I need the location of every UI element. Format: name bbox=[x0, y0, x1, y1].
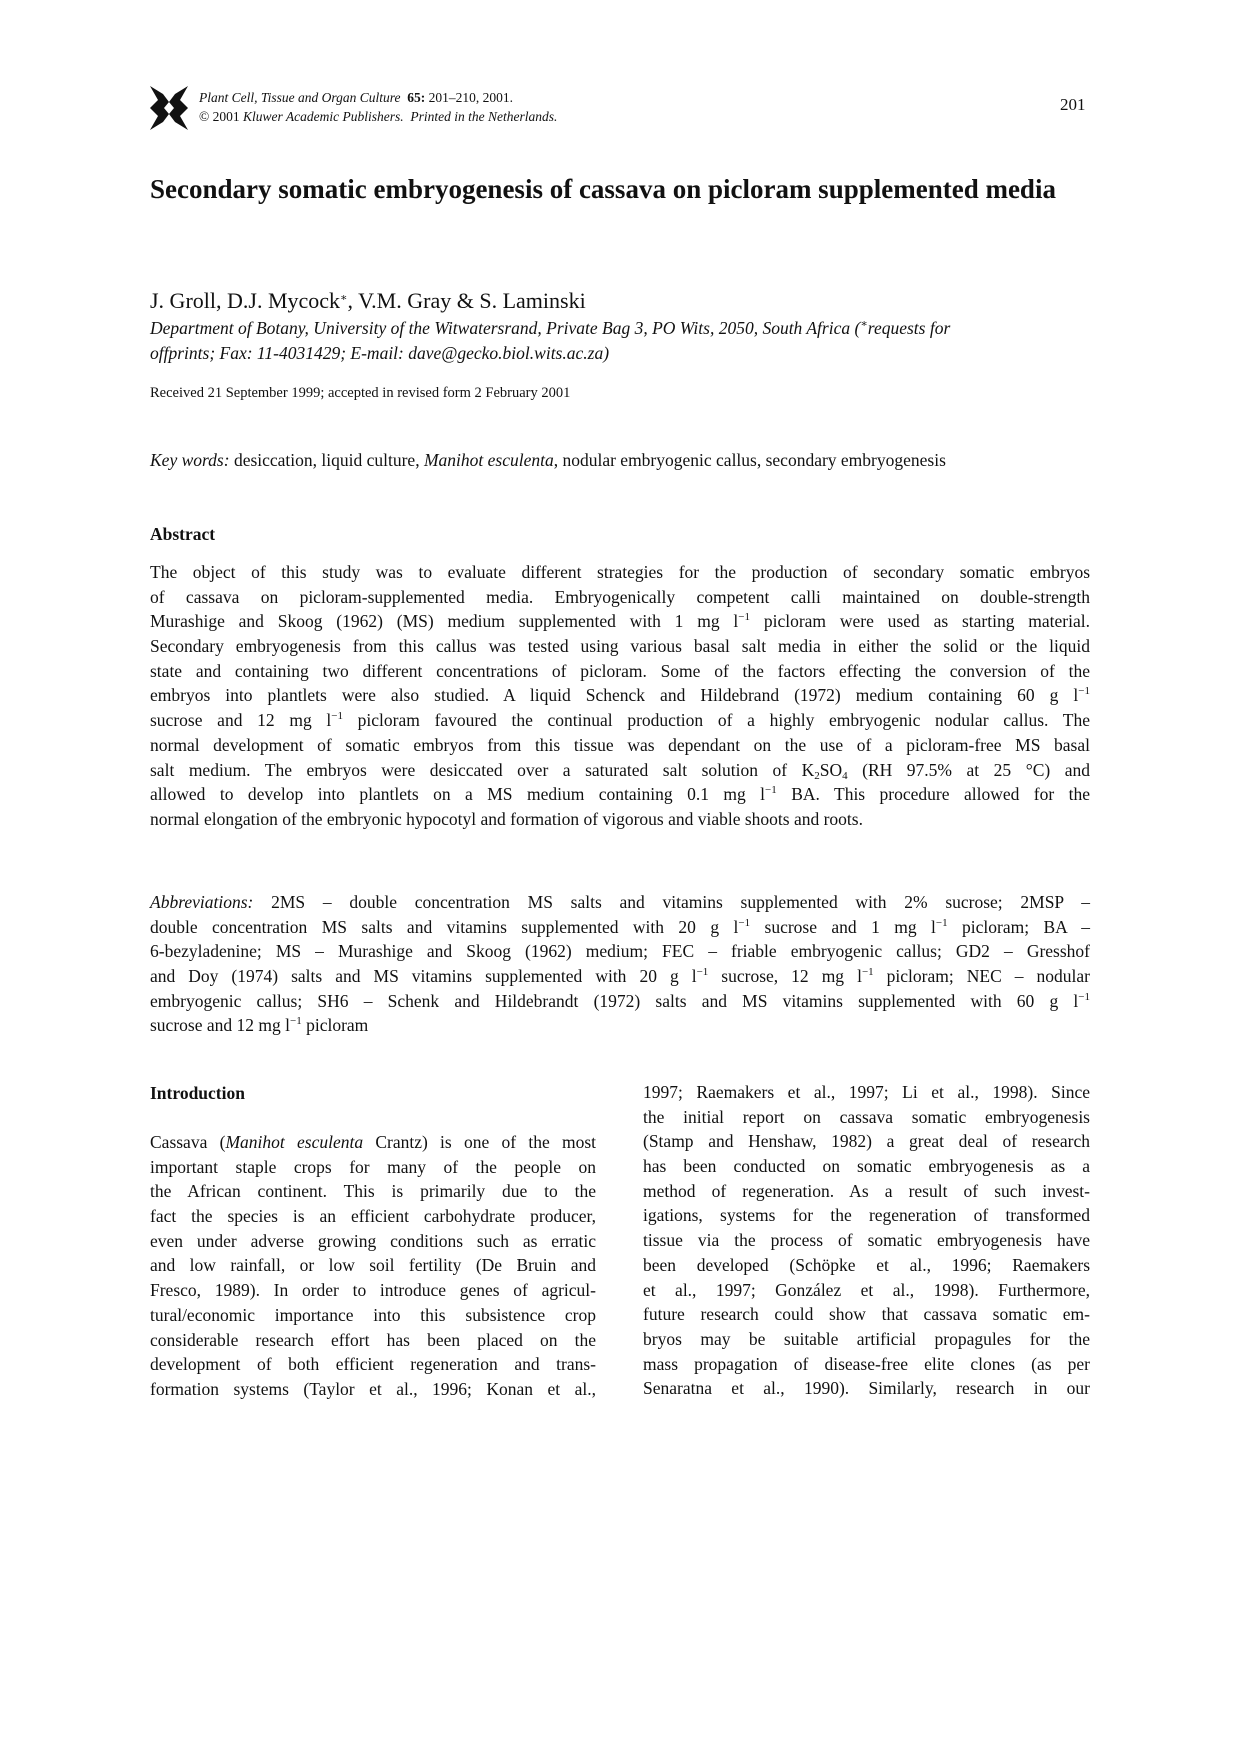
introduction-heading: Introduction bbox=[150, 1083, 245, 1103]
intro-line: mass propagation of disease-free elite clones (as per bbox=[643, 1353, 1090, 1374]
intro-line: the initial report on cassava somatic embryogenesis bbox=[643, 1106, 1090, 1127]
journal-pages-year: 201–210, 2001. bbox=[428, 90, 514, 105]
keywords-species: Manihot esculenta bbox=[423, 450, 554, 470]
intro-line: has been conducted on somatic embryogenesis as a bbox=[643, 1156, 1090, 1177]
journal-line-1 bbox=[199, 88, 557, 107]
introduction-column-1 bbox=[150, 1130, 596, 1402]
abstract-line: The object of this study was to evaluate different strategies for the production of secondary somatic embryos bbox=[150, 562, 1090, 582]
affiliation bbox=[150, 316, 1090, 366]
page-number: 201 bbox=[1060, 95, 1086, 114]
abbreviations-line: sucrose and 12 mg $l^{-1}$ picloram bbox=[150, 1015, 369, 1036]
affiliation-text-a: Department of Botany, University of the Witwatersrand, Private Bag 3, PO Wits, 2050, South Africa ( bbox=[150, 318, 861, 338]
intro-line: even under adverse growing conditions such as erratic bbox=[150, 1230, 596, 1251]
journal-name: Plant Cell, Tissue and Organ Culture bbox=[199, 90, 401, 105]
abstract-line: Murashige and Skoog (1962) (MS) medium supplemented with 1 mg $l^{-1}$ picloram were used as starting material. bbox=[150, 611, 1090, 632]
intro-line: Fresco, 1989). In order to introduce genes of agricul- bbox=[150, 1280, 596, 1301]
copyright-symbol: © bbox=[199, 109, 210, 124]
authors bbox=[150, 288, 586, 314]
abstract-line: allowed to develop into plantlets on a MS medium containing 0.1 mg $l^{-1}$ BA. This procedure allowed for the bbox=[150, 784, 1091, 805]
abbreviations-line: and Doy (1974) salts and MS vitamins supplemented with 20 g $l^{-1}$ sucrose, 12 mg $l^{-1}$ picloram; NEC – nodular bbox=[150, 966, 1090, 987]
abstract-line: salt medium. The embryos were desiccated over a saturated salt solution of $K_2SO_4$ (RH 97.5% at 25 °C) and bbox=[150, 759, 1090, 782]
intro-line: tural/economic importance into this subsistence crop bbox=[150, 1304, 596, 1325]
intro-line: et al., 1997; González et al., 1998). Furthermore, bbox=[643, 1279, 1090, 1300]
journal-line-2 bbox=[199, 107, 557, 126]
intro-line: important staple crops for many of the people on bbox=[150, 1156, 596, 1177]
intro-line: tissue via the process of somatic embryogenesis have bbox=[643, 1230, 1090, 1251]
abbreviations-line: double concentration MS salts and vitamins supplemented with 20 g $l^{-1}$ sucrose and 1 mg $l^{-1}$ picloram; BA – bbox=[150, 916, 1091, 937]
paper-title: Secondary somatic embryogenesis of cassava on picloram supplemented media bbox=[150, 174, 1056, 204]
intro-line: fact the species is an efficient carbohydrate producer, bbox=[150, 1206, 596, 1227]
abbreviations bbox=[150, 890, 1090, 1038]
abbreviations-line: embryogenic callus; SH6 – Schenk and Hildebrandt (1972) salts and MS vitamins supplemented with 60 g $l^{-1}$ bbox=[150, 990, 1090, 1011]
abstract-body bbox=[150, 560, 1090, 832]
intro-line: development of both efficient regeneration and trans- bbox=[150, 1354, 596, 1375]
intro-line: formation systems (Taylor et al., 1996; Konan et al., bbox=[150, 1378, 596, 1399]
intro-line: 1997; Raemakers et al., 1997; Li et al., 1998). Since bbox=[643, 1082, 1090, 1102]
received-dates: Received 21 September 1999; accepted in revised form 2 February 2001 bbox=[150, 385, 571, 401]
corresponding-mark: ∗ bbox=[340, 292, 348, 304]
keywords-label: Key words: bbox=[150, 450, 230, 470]
intro-line: future research could show that cassava somatic em- bbox=[643, 1304, 1090, 1325]
affiliation-line-1 bbox=[150, 316, 1090, 341]
intro-line: bryos may be suitable artificial propagules for the bbox=[643, 1328, 1090, 1349]
abstract-line: normal development of somatic embryos from this tissue was dependant on the use of a picloram-free MS basal bbox=[150, 734, 1090, 755]
abstract-line: sucrose and 12 mg $l^{-1}$ picloram favoured the continual production of a highly embryogenic nodular callus. The bbox=[150, 710, 1090, 731]
intro-line: igations, systems for the regeneration of transformed bbox=[643, 1205, 1090, 1226]
affiliation-line-2: offprints; Fax: 11-4031429; E-mail: dave@gecko.biol.wits.ac.za) bbox=[150, 343, 610, 363]
copyright-year: 2001 bbox=[212, 109, 240, 124]
intro-line: method of regeneration. As a result of such invest- bbox=[643, 1180, 1090, 1201]
intro-line: considerable research effort has been placed on the bbox=[150, 1329, 596, 1350]
intro-line: the African continent. This is primarily due to the bbox=[150, 1181, 596, 1202]
intro-line: (Stamp and Henshaw, 1982) a great deal of research bbox=[643, 1131, 1090, 1152]
abbreviations-line: 6-bezyladenine; MS – Murashige and Skoog (1962) medium; FEC – friable embryogenic callus; GD2 – Gresshof bbox=[150, 941, 1090, 962]
printed-in: Printed in the Netherlands. bbox=[410, 109, 558, 124]
publisher-name: Kluwer Academic Publishers. bbox=[243, 109, 404, 124]
abbreviations-line: Abbreviations: 2MS – double concentration MS salts and vitamins supplemented with 2% sucrose; 2MSP – bbox=[150, 892, 1090, 912]
journal-citation bbox=[199, 88, 557, 126]
abbreviations-label: Abbreviations: bbox=[150, 892, 254, 912]
abstract-line: normal elongation of the embryonic hypocotyl and formation of vigorous and viable shoots and roots. bbox=[150, 808, 863, 829]
publisher-logo-icon bbox=[150, 86, 188, 130]
abstract-line: Secondary embryogenesis from this callus was tested using various basal salt media in either the solid or the liquid bbox=[150, 636, 1090, 657]
abstract-line: embryos into plantlets were also studied. A liquid Schenck and Hildebrand (1972) medium containing 60 g $l^{-1}$ bbox=[150, 685, 1090, 706]
intro-line: and low rainfall, or low soil fertility (De Bruin and bbox=[150, 1255, 596, 1276]
intro-line: been developed (Schöpke et al., 1996; Raemakers bbox=[643, 1254, 1090, 1275]
affiliation-star: ∗ bbox=[860, 318, 868, 330]
intro-line: Cassava (Manihot esculenta Crantz) is one of the most bbox=[150, 1132, 596, 1152]
abstract-heading: Abstract bbox=[150, 524, 216, 544]
journal-volume: 65: bbox=[407, 90, 426, 105]
authors-part-2: , V.M. Gray & S. Laminski bbox=[347, 288, 586, 313]
intro-line: Senaratna et al., 1990). Similarly, research in our bbox=[643, 1378, 1090, 1399]
introduction-column-2 bbox=[643, 1080, 1090, 1401]
abstract-line: state and containing two different concentrations of picloram. Some of the factors effecting the conversion of the bbox=[150, 660, 1090, 681]
authors-part-1: J. Groll, D.J. Mycock bbox=[150, 288, 341, 313]
keywords bbox=[150, 450, 1090, 471]
abstract-line: of cassava on picloram-supplemented media. Embryogenically competent calli maintained on double-strength bbox=[150, 586, 1090, 607]
keywords-text-2: , nodular embryogenic callus, secondary embryogenesis bbox=[553, 450, 946, 470]
affiliation-text-b: requests for bbox=[867, 318, 951, 338]
keywords-text-1: desiccation, liquid culture, bbox=[229, 450, 424, 470]
